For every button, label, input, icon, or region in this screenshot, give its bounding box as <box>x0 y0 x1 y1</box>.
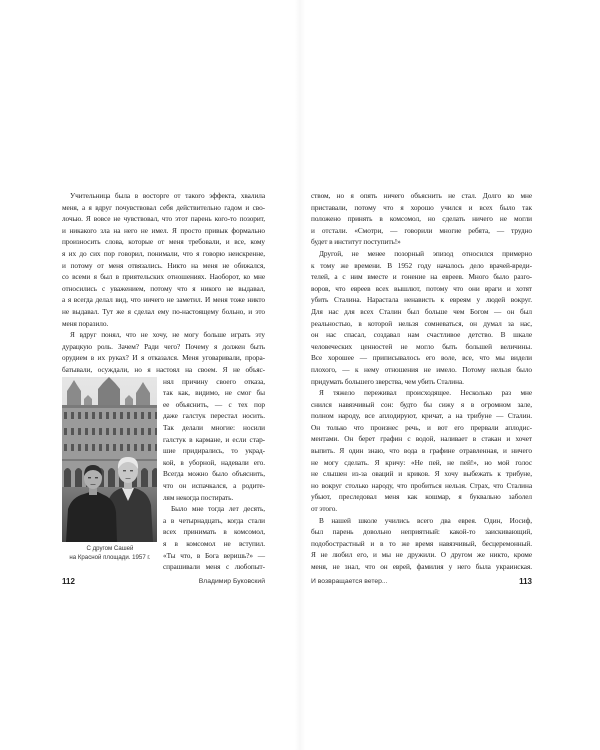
text-line: но вокруг столько народу, что пробиться нельзя. Страх, что Сталина <box>311 480 532 490</box>
text-line: не могу сделать. Я кричу: «Не пей, не пей!», но мой голос <box>311 457 532 467</box>
text-line: шие придирались, то украд- <box>163 446 265 456</box>
text-line: меня поразило. <box>62 318 109 328</box>
text-line: ее объяснить, — с тех пор <box>163 399 265 409</box>
text-line: Всегда можно было объяснить, <box>163 469 265 479</box>
text-line: кой, в уборной, надевали его. <box>163 457 265 467</box>
text-line: так как, видимо, не смог бы <box>163 388 265 398</box>
text-line: а в четырнадцать, когда стали <box>163 515 265 525</box>
book-gutter <box>295 0 305 750</box>
text-line: я их до сих пор говорил, понимали, что я говорю неискренне, <box>62 248 265 258</box>
text-line: Было мне тогда лет десять, <box>171 504 265 514</box>
paragraph <box>311 515 532 573</box>
text-line: будет в институт поступить!» <box>311 237 401 247</box>
text-line: полном народу, все аплодируют, кричат, а на трибуне — Сталин. <box>311 411 532 421</box>
text-line: лям некогда постирать. <box>163 492 234 502</box>
text-line: и потому от меня отвязались. Никто на меня не обижался, <box>62 260 265 270</box>
text-line: он нас спасал, создавал нам счастливое детство. В шкале <box>311 330 532 340</box>
text-line: реальностью, в которой нельзя сомневаться, он думал за нас, <box>311 318 532 328</box>
text-line: Он только что произнес речь, и вот его прервали аплодис- <box>311 422 532 432</box>
left-page-text-beside-photo <box>163 376 265 573</box>
text-line: Так делали многие: носили <box>163 422 265 432</box>
text-line: и отстали. «Смотри, — говорили многие ребята, — трудно <box>311 225 532 235</box>
text-line: был парень довольно неприятный: какой-то заискивающий, <box>311 527 532 537</box>
text-line: В нашей школе учились всего два еврея. Один, Иосиф, <box>319 515 532 525</box>
text-line: батывали, осуждали, но я настоял на своем. Я не объяс- <box>62 364 265 374</box>
photo-caption-line: С другом Сашей <box>86 545 134 552</box>
text-line: телей, а с ним вместе и гонение на евреев. Много было разго- <box>311 272 532 282</box>
text-line: выпить. Я один знаю, что вода в графине отравленная, и ничего <box>311 446 532 456</box>
paragraph <box>311 387 532 515</box>
text-line: Я вдруг понял, что не хочу, не могу больше играть эту <box>70 330 265 340</box>
photo-caption <box>56 545 164 562</box>
text-line: галстук в кармане, и если стар- <box>163 434 265 444</box>
text-line: ством, но я опять ничего объяснить не стал. Долго ко мне <box>311 191 532 200</box>
text-line: даже галстук перестал носить. <box>163 411 265 421</box>
text-line: Все хорошее — приписывалось его воле, все, что мы видели <box>311 353 532 363</box>
paragraph <box>311 190 532 248</box>
page-number: 112 <box>62 577 75 586</box>
text-line: что он испачкался, а родите- <box>163 480 265 490</box>
photo <box>62 377 157 542</box>
text-line: приставали, потому что я хорошо учился и всех было так <box>311 202 532 212</box>
paragraph <box>62 190 265 329</box>
text-line: дурацкую роль. Зачем? Ради чего? Почему я должен быть <box>62 341 265 351</box>
text-line: ментами. Он берет графин с водой, наливает в стакан и хочет <box>311 434 532 444</box>
text-line: Я не любил его, и мы не дружили. О другом же никто, кроме <box>311 550 532 560</box>
text-line: Учительница была в восторге от такого эффекта, хвалила <box>70 191 265 200</box>
text-line: нял причину своего отказа, <box>163 376 265 386</box>
building <box>62 377 157 489</box>
text-line: всех принимать в комсомол, <box>163 527 265 537</box>
text-line: «Ты что, в Бога веришь?» — <box>163 550 265 560</box>
text-line: не слышен из-за оваций и криков. Я хочу выбежать к трибуне, <box>311 469 532 479</box>
text-line: меня, а я вдруг почувствовал себя действительно гадом и сво- <box>62 202 265 212</box>
paragraph <box>163 503 265 573</box>
text-line: подобострастный и в то же время навязчивый, бесцеремонный. <box>311 538 532 548</box>
text-line: и никакого зла на него не имел. Я просто привык формально <box>62 225 265 235</box>
text-line: произносить слова, которые от меня требовали, и все, кому <box>62 237 265 247</box>
text-line: человеческих ценностей не могло быть большей величины. <box>311 341 532 351</box>
text-line: от этого. <box>311 504 338 514</box>
text-line: меня, не знал, что он еврей, фамилия у него была украинская. <box>311 562 532 571</box>
text-line: к тому же времени. В 1952 году началось дело врачей-вреди- <box>311 260 532 270</box>
text-line: убить Сталина. Нарастала ненависть к евреям у людей вокруг. <box>311 295 532 305</box>
text-line: придумать большего зверства, чем убить Сталина. <box>311 376 464 386</box>
right-page-text <box>311 190 532 573</box>
text-line: положено принять в комсомол, но сделать ничего не могли <box>311 214 532 224</box>
text-line: относились с уважением, потому что я никого не выдавал, <box>62 283 265 293</box>
text-line: орудием в их руках? И я отказался. Меня уговаривали, прора- <box>62 353 265 363</box>
paragraph <box>311 248 532 387</box>
text-line: воров, что евреев всех вышлют, потому что они враги и хотят <box>311 283 532 293</box>
text-line: убьют, преследовал меня как кошмар, я буквально заболел <box>311 492 532 502</box>
running-footer-title: И возвращается ветер... <box>311 578 388 585</box>
running-footer-author: Владимир Буковский <box>198 578 265 585</box>
text-line: а я всегда делал вид, что ничего не заметил. И меня тоже никто <box>62 295 265 305</box>
text-line: не выдавал. Тут же я сделал ему по-настоящему больно, и это <box>62 306 265 316</box>
text-line: Я тяжело переживал происходящее. Несколько раз мне <box>319 388 532 398</box>
paragraph <box>62 329 265 375</box>
text-line: Другой, не менее позорный эпизод относился примерно <box>319 248 532 258</box>
text-line: лочью. Я вовсе не чувствовал, что этот парень кого-то позорит, <box>62 214 265 224</box>
page-number: 113 <box>519 577 532 586</box>
text-line: спрашивали меня с любопыт- <box>163 562 265 572</box>
text-line: я в комсомол не вступил. <box>163 538 265 548</box>
paragraph <box>163 376 265 504</box>
left-page-text-top <box>62 190 265 376</box>
text-line: Для нас для всех Сталин был больше чем Богом — он был <box>311 306 532 316</box>
photo-caption-line: на Красной площади. 1957 г. <box>69 553 151 561</box>
text-line: плохого, — к нему отношения не имело. Потому нельзя было <box>311 364 532 374</box>
text-line: со всеми я был в приятельских отношениях. Наоборот, ко мне <box>62 272 265 282</box>
text-line: снился навязчивый сон: будто бы сижу я в огромном зале, <box>311 399 532 409</box>
